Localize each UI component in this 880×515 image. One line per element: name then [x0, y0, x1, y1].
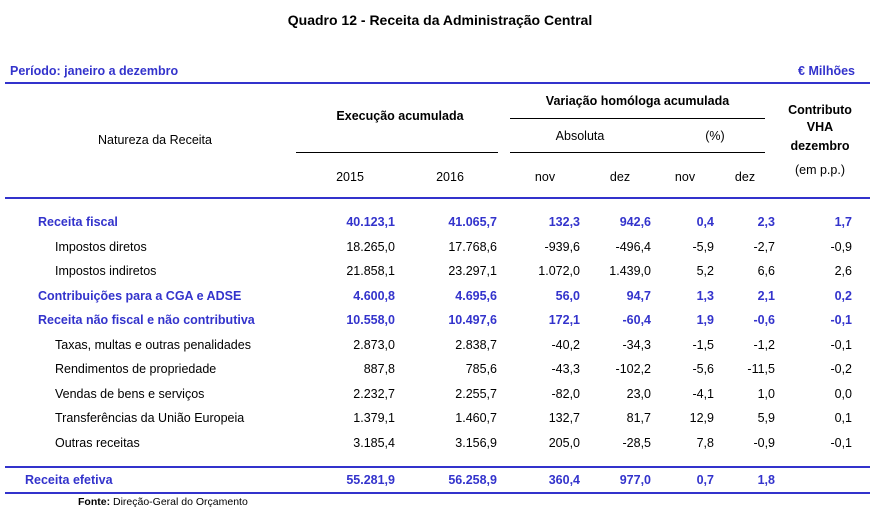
header-absolute: Absoluta: [555, 129, 605, 143]
cell-value: -102,2: [615, 362, 651, 376]
cell-value: -0,1: [830, 313, 852, 327]
cell-value: 1.439,0: [609, 264, 651, 278]
cell-value: 942,6: [619, 215, 651, 229]
header-exec-rule: [296, 152, 498, 153]
cell-value: -0,9: [753, 436, 775, 450]
table-title: Quadro 12 - Receita da Administração Central: [287, 12, 593, 28]
cell-value: 0,2: [834, 289, 852, 303]
cell-value: 2.255,7: [455, 387, 497, 401]
cell-value: -43,3: [551, 362, 580, 376]
source-text: Direção-Geral do Orçamento: [110, 496, 248, 508]
cell-value: -11,5: [747, 362, 775, 376]
cell-value: 3.185,4: [353, 436, 395, 450]
cell-value: -5,9: [692, 240, 714, 254]
total-cell-value: 55.281,9: [346, 473, 395, 487]
row-label: Impostos indiretos: [55, 264, 157, 278]
header-contrib-2: VHA: [806, 120, 834, 134]
cell-value: 94,7: [626, 289, 651, 303]
cell-value: 205,0: [548, 436, 580, 450]
cell-value: 2.838,7: [455, 338, 497, 352]
header-2016: 2016: [436, 170, 464, 184]
total-cell-value: 0,7: [696, 473, 714, 487]
header-dez-abs: dez: [609, 170, 631, 184]
cell-value: -0,6: [753, 313, 775, 327]
cell-value: 2,1: [757, 289, 775, 303]
total-cell-value: 360,4: [548, 473, 580, 487]
cell-value: -4,1: [692, 387, 714, 401]
cell-value: 172,1: [548, 313, 580, 327]
table-row: [0, 436, 880, 460]
header-variation: Variação homóloga acumulada: [545, 94, 730, 108]
cell-value: 4.695,6: [455, 289, 497, 303]
cell-value: 1,3: [696, 289, 714, 303]
cell-value: 40.123,1: [346, 215, 395, 229]
cell-value: 6,6: [757, 264, 775, 278]
cell-value: 0,0: [834, 387, 852, 401]
header-2015: 2015: [336, 170, 364, 184]
cell-value: 23.297,1: [448, 264, 497, 278]
cell-value: 21.858,1: [346, 264, 395, 278]
header-execution: Execução acumulada: [336, 109, 464, 123]
cell-value: 1,0: [757, 387, 775, 401]
cell-value: 18.265,0: [346, 240, 395, 254]
row-label: Taxas, multas e outras penalidades: [55, 338, 251, 352]
row-label: Impostos diretos: [55, 240, 147, 254]
row-label: Rendimentos de propriedade: [55, 362, 217, 376]
cell-value: 0,1: [834, 411, 852, 425]
cell-value: -5,6: [692, 362, 714, 376]
table-row: [0, 362, 880, 386]
cell-value: -0,2: [830, 362, 852, 376]
cell-value: 0,4: [696, 215, 714, 229]
source-label: Fonte:: [78, 496, 111, 508]
row-label: Receita não fiscal e não contributiva: [38, 313, 255, 327]
table-row: [0, 240, 880, 264]
header-dez-pct: dez: [734, 170, 756, 184]
cell-value: 1.379,1: [353, 411, 395, 425]
cell-value: 3.156,9: [455, 436, 497, 450]
cell-value: 1.072,0: [538, 264, 580, 278]
header-nov-pct: nov: [674, 170, 696, 184]
table-row: [0, 411, 880, 435]
cell-value: 10.497,6: [448, 313, 497, 327]
cell-value: -2,7: [753, 240, 775, 254]
cell-value: 5,2: [696, 264, 714, 278]
cell-value: -0,1: [830, 436, 852, 450]
cell-value: 41.065,7: [448, 215, 497, 229]
cell-value: -1,5: [692, 338, 714, 352]
cell-value: -28,5: [622, 436, 651, 450]
cell-value: -34,3: [622, 338, 651, 352]
header-nature: Natureza da Receita: [98, 133, 212, 147]
header-sub-rule: [510, 152, 765, 153]
row-label: Outras receitas: [55, 436, 140, 450]
cell-value: 17.768,6: [448, 240, 497, 254]
cell-value: -0,1: [830, 338, 852, 352]
total-label: Receita efetiva: [25, 473, 113, 487]
cell-value: 56,0: [555, 289, 580, 303]
cell-value: -40,2: [551, 338, 580, 352]
cell-value: 1,7: [834, 215, 852, 229]
cell-value: 1,9: [696, 313, 714, 327]
cell-value: 132,3: [548, 215, 580, 229]
total-cell-value: 1,8: [757, 473, 775, 487]
cell-value: 7,8: [696, 436, 714, 450]
row-label: Vendas de bens e serviços: [55, 387, 205, 401]
cell-value: 2,6: [834, 264, 852, 278]
header-var-rule: [510, 118, 765, 119]
cell-value: 1.460,7: [455, 411, 497, 425]
table-row: [0, 387, 880, 411]
cell-value: 132,7: [548, 411, 580, 425]
cell-value: 23,0: [626, 387, 651, 401]
cell-value: -939,6: [544, 240, 580, 254]
header-nov-abs: nov: [534, 170, 556, 184]
cell-value: -496,4: [615, 240, 651, 254]
period-label: Período: janeiro a dezembro: [10, 64, 179, 78]
table-row: [0, 289, 880, 313]
source-note: [78, 496, 248, 508]
row-label: Receita fiscal: [38, 215, 118, 229]
cell-value: 2.232,7: [353, 387, 395, 401]
header-contrib-4: (em p.p.): [794, 163, 845, 177]
cell-value: -1,2: [753, 338, 775, 352]
row-label: Transferências da União Europeia: [55, 411, 245, 425]
cell-value: 81,7: [626, 411, 651, 425]
cell-value: 2.873,0: [353, 338, 395, 352]
total-bottom-rule: [5, 492, 870, 494]
header-percent: (%): [705, 129, 725, 143]
cell-value: -60,4: [622, 313, 651, 327]
header-contrib-3: dezembro: [790, 139, 850, 153]
cell-value: 2,3: [757, 215, 775, 229]
units-label: € Milhões: [798, 64, 855, 78]
table-row: [0, 313, 880, 337]
cell-value: 10.558,0: [346, 313, 395, 327]
cell-value: 12,9: [689, 411, 714, 425]
row-label: Contribuições para a CGA e ADSE: [38, 289, 242, 303]
cell-value: -82,0: [551, 387, 580, 401]
table-row: [0, 338, 880, 362]
total-cell-value: 56.258,9: [448, 473, 497, 487]
total-top-rule: [5, 466, 870, 468]
header-top-rule: [5, 82, 870, 84]
total-cell-value: 977,0: [619, 473, 651, 487]
cell-value: 887,8: [363, 362, 395, 376]
cell-value: -0,9: [830, 240, 852, 254]
header-contrib-1: Contributo: [788, 103, 852, 117]
cell-value: 785,6: [465, 362, 497, 376]
table-row: [0, 264, 880, 288]
table-row: [0, 215, 880, 239]
header-bottom-rule: [5, 197, 870, 199]
cell-value: 5,9: [757, 411, 775, 425]
cell-value: 4.600,8: [353, 289, 395, 303]
